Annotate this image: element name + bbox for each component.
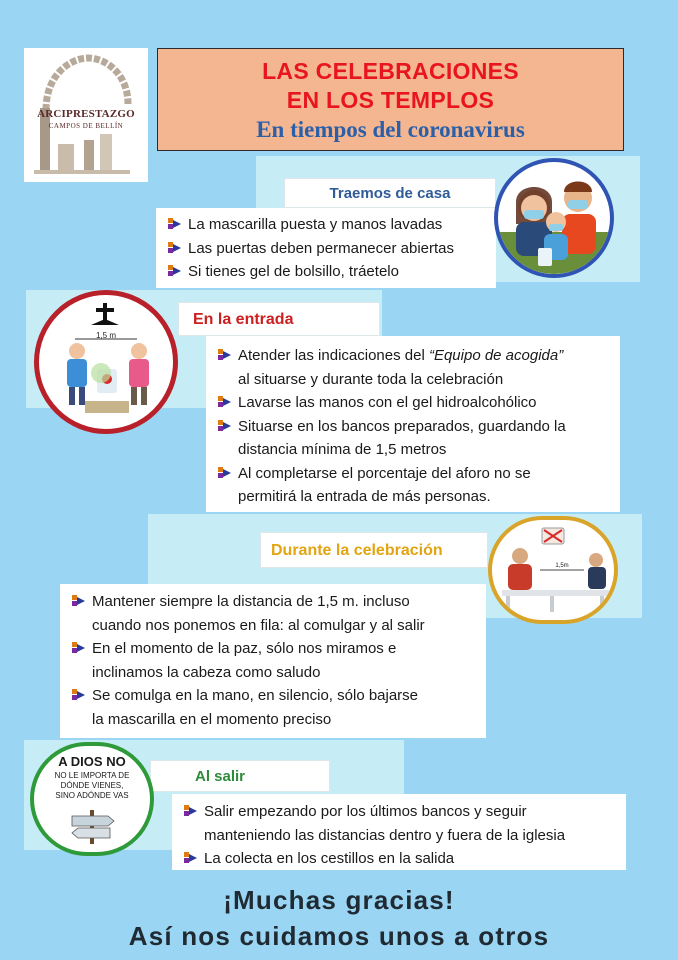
entrada-item-4-line-2: permitirá la entrada de más personas. [238, 488, 491, 505]
list-item [166, 237, 496, 261]
celebracion-item-3-line-1: Se comulga en la mano, en silencio, sólo bajarse [92, 687, 419, 704]
exit-sign-illustration [30, 742, 154, 856]
arrow-bullet-icon [184, 805, 197, 817]
title-box [157, 48, 624, 151]
arrow-bullet-icon [72, 689, 85, 701]
title-line-2: EN LOS TEMPLOS [286, 87, 495, 113]
church-distance-icon [39, 295, 173, 429]
logo-title: ARCIPRESTAZGO [37, 108, 135, 120]
bench-distance-icon [492, 520, 614, 620]
section-casa-panel [156, 208, 496, 288]
arrow-bullet-icon [168, 242, 181, 254]
celebracion-item-2-line-1: En el momento de la paz, sólo nos miramos e [92, 640, 397, 657]
arciprestazgo-logo [24, 48, 148, 182]
list-item [216, 415, 620, 462]
seated-distance-illustration [488, 516, 618, 624]
entrada-item-3-line-1: Situarse en los bancos preparados, guardando la [238, 417, 566, 435]
list-item [182, 800, 626, 847]
section-entrada-panel [206, 336, 620, 512]
list-item [70, 590, 486, 637]
section-casa-label: Traemos de casa [284, 178, 496, 208]
distance-label: 1,5 m [95, 331, 117, 340]
family-masks-illustration [494, 158, 614, 278]
casa-item-2: Las puertas deben permanecer abiertas [188, 239, 455, 257]
celebracion-item-2-line-2: inclinamos la cabeza como saludo [92, 663, 321, 681]
arrow-bullet-icon [218, 349, 231, 361]
section-entrada-label: En la entrada [178, 302, 380, 336]
footer-thanks: ¡Muchas gracias! [223, 885, 455, 915]
section-celebracion-label: Durante la celebración [260, 532, 488, 568]
celebracion-item-1-line-1: Mantener siempre la distancia de 1,5 m. incluso [92, 593, 410, 610]
entrada-item-3-line-2: distancia mínima de 1,5 metros [238, 441, 447, 458]
casa-item-1: La mascarilla puesta y manos lavadas [188, 216, 443, 233]
salir-item-1-line-2: manteniendo las distancias dentro y fuera de la iglesia [204, 826, 566, 844]
footer-slogan: Así nos cuidamos unos a otros [128, 921, 550, 951]
distance-label: 1,5m [555, 563, 569, 569]
sign-line-1: NO LE IMPORTA DE [54, 771, 130, 780]
entrada-item-1-line-1: Atender las indicaciones del “Equipo de acogida” [238, 347, 564, 364]
celebracion-item-1-line-2: cuando nos ponemos en fila: al comulgar y al salir [92, 616, 425, 634]
logo-subtitle: CAMPOS DE BELLÍN [48, 122, 124, 130]
entrada-item-1-line-2: al situarse y durante toda la celebración [238, 370, 504, 388]
arrow-bullet-icon [168, 218, 181, 230]
arrow-bullet-icon [72, 642, 85, 654]
list-item [216, 462, 620, 509]
list-item [216, 344, 620, 391]
arrow-bullet-icon [72, 595, 85, 607]
celebracion-item-3-line-2: la mascarilla en el momento preciso [92, 710, 332, 728]
salir-item-2: La colecta en los cestillos en la salida [204, 850, 455, 867]
section-salir-label: Al salir [150, 760, 330, 792]
sign-title: A DIOS NO [58, 754, 126, 769]
signpost-icon [34, 746, 150, 852]
arrow-bullet-icon [218, 420, 231, 432]
entrada-item-4-line-1: Al completarse el porcentaje del aforo no se [238, 464, 531, 482]
list-item [216, 391, 620, 415]
family-icon [498, 162, 610, 274]
arrow-bullet-icon [168, 265, 181, 277]
salir-item-1-line-1: Salir empezando por los últimos bancos y seguir [204, 803, 527, 820]
sign-line-3: SINO ADÓNDE VAS [55, 791, 129, 800]
entrada-item-2: Lavarse las manos con el gel hidroalcohólico [238, 394, 537, 411]
arrow-bullet-icon [218, 467, 231, 479]
section-salir-panel [172, 794, 626, 870]
title-line-1: LAS CELEBRACIONES [262, 58, 519, 84]
list-item [70, 684, 486, 731]
list-item [166, 213, 496, 237]
list-item [166, 260, 496, 284]
sign-line-2: DÓNDE VIENES, [60, 781, 124, 790]
section-celebracion-panel [60, 584, 486, 738]
arrow-bullet-icon [184, 852, 197, 864]
list-item [70, 637, 486, 684]
list-item [182, 847, 626, 871]
arrow-bullet-icon [218, 396, 231, 408]
entrance-distance-illustration [34, 290, 178, 434]
casa-item-3: Si tienes gel de bolsillo, tráetelo [188, 263, 399, 280]
title-subtitle: En tiempos del coronavirus [256, 117, 525, 142]
